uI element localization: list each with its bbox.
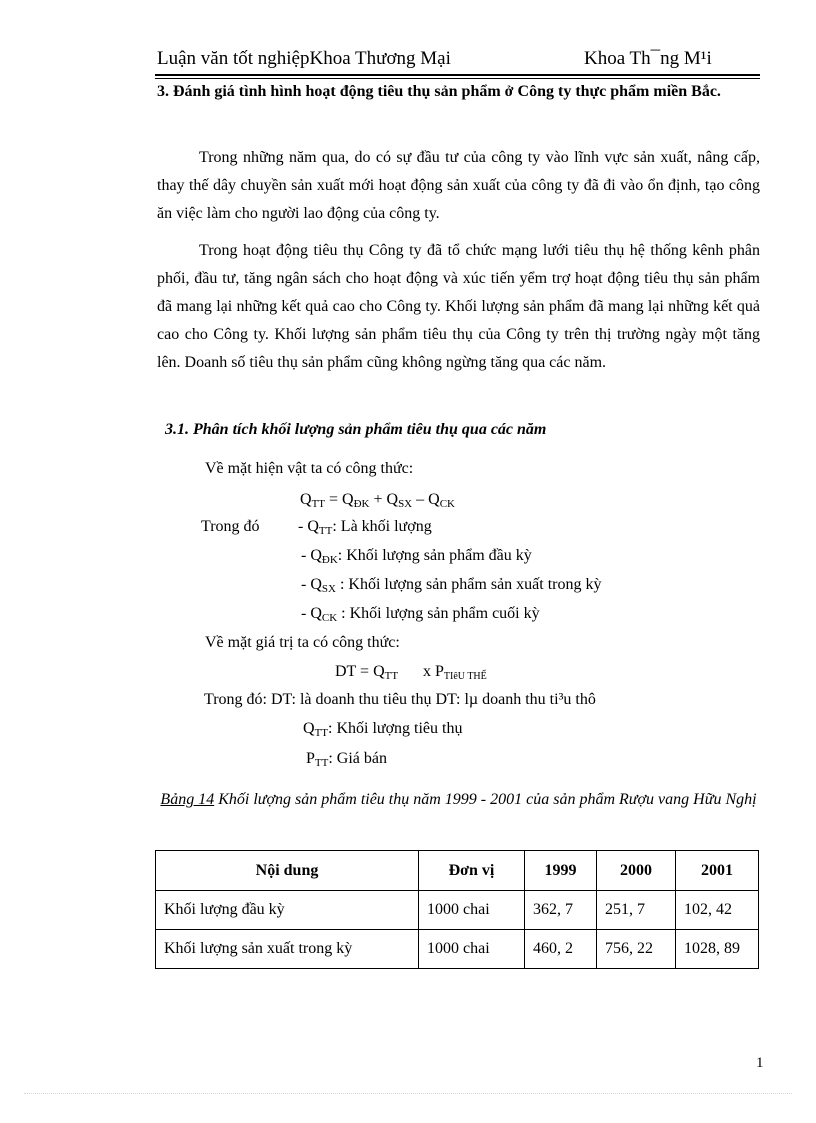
table-header-cell: 1999	[525, 851, 597, 891]
formula2-price	[423, 663, 487, 681]
item-prefix: - Q	[301, 576, 322, 593]
q-text: : Khối lượng tiêu thụ	[328, 720, 463, 737]
formula-sub-tt: TT	[311, 498, 326, 510]
table-caption	[157, 786, 760, 814]
formula2-p-def	[306, 750, 387, 768]
formula-minus: – Q	[412, 491, 440, 508]
item-sub: CK	[321, 612, 338, 624]
table-cell: 251, 7	[597, 891, 676, 930]
section-heading: 3. Đánh giá tình hình hoạt động tiêu thụ sản phẩm ở Công ty thực phẩm miền Bắc.	[157, 83, 721, 100]
formula2-sub-tt: TT	[384, 670, 399, 682]
page-number: 1	[756, 1055, 764, 1071]
item-text: : Khối lượng sản phẩm sản xuất trong kỳ	[335, 576, 602, 593]
formula-q: Q	[300, 491, 312, 508]
formula2-sub-p: TIêU THỂ	[443, 671, 487, 682]
header-right: Khoa Th¯ng M¹i	[584, 48, 712, 69]
formula1-item-dk	[301, 547, 532, 565]
formula-sub-ck: CK	[439, 498, 455, 510]
item-sub: ĐK	[321, 554, 338, 566]
table-cell: 460, 2	[525, 930, 597, 969]
formula1-where-label: Trong đó	[201, 518, 260, 535]
table-header-cell: Đơn vị	[419, 851, 525, 891]
caption-label: Bảng 14	[160, 791, 215, 808]
table-row	[156, 891, 759, 930]
table-header-cell: 2001	[676, 851, 759, 891]
formula1-item-sx	[301, 576, 602, 594]
formula-sub-sx: SX	[398, 498, 413, 510]
page-header	[157, 48, 760, 74]
q-label: Q	[303, 720, 315, 737]
formula-sub-dk: ĐK	[353, 498, 370, 510]
item-sub: TT	[318, 525, 333, 537]
table-cell: Khối lượng sản xuất trong kỳ	[156, 930, 419, 969]
item-prefix: - Q	[298, 518, 319, 535]
formula2-dt: DT = Q	[335, 663, 385, 680]
paragraph-1: Trong những năm qua, do có sự đầu tư của công ty vào lĩnh vực sản xuất, nâng cấp, thay thế dây chuyền sản xuất mới hoạt động sản xuất của công ty đã đi vào ổn định, tạo công ăn việc làm cho người lao động của công ty.	[157, 149, 760, 222]
formula1-item-ck	[301, 605, 540, 623]
p-sub: TT	[314, 757, 329, 769]
table-header-cell: 2000	[597, 851, 676, 891]
table-cell: 362, 7	[525, 891, 597, 930]
p-label: P	[306, 750, 315, 767]
q-sub: TT	[314, 727, 329, 739]
table-cell: 1000 chai	[419, 891, 525, 930]
p-text: : Giá bán	[328, 750, 388, 767]
paragraph-2: Trong hoạt động tiêu thụ Công ty đã tổ chức mạng lưới tiêu thụ hệ thống kênh phân phối, đầu tư, tăng ngân sách cho hoạt động và xúc tiến yểm trợ hoạt động tiêu thụ sản phẩm đã mang lại những kết quả cao cho Công ty. Khối lượng sản phẩm đã mang lại những kết quả cao cho Công ty. Khối lượng sản phẩm tiêu thụ của Công ty trên thị trường ngày một tăng lên. Doanh số tiêu thụ sản phẩm cũng không ngừng tăng qua các năm.	[157, 242, 760, 371]
page-bottom-divider	[24, 1093, 792, 1094]
table-cell: 102, 42	[676, 891, 759, 930]
table-cell: 1028, 89	[676, 930, 759, 969]
formula2-times: x P	[423, 663, 444, 680]
item-text: : Khối lượng sản phẩm cuối kỳ	[337, 605, 540, 622]
item-sub: SX	[321, 583, 336, 595]
table-row	[156, 930, 759, 969]
item-prefix: - Q	[301, 605, 322, 622]
table-cell: Khối lượng đầu kỳ	[156, 891, 419, 930]
table-cell: 1000 chai	[419, 930, 525, 969]
formula1-intro: Về mặt hiện vật ta có công thức:	[205, 460, 414, 477]
formula2-intro: Về mặt giá trị ta có công thức:	[205, 634, 400, 651]
formula2-q-def	[303, 720, 462, 738]
formula-plus: + Q	[369, 491, 399, 508]
caption-text: Khối lượng sản phẩm tiêu thụ năm 1999 - 2001 của sản phẩm Rượu vang Hữu Nghị	[214, 791, 757, 808]
formula1-item-tt	[298, 518, 432, 536]
item-prefix: - Q	[301, 547, 322, 564]
item-text: : Là khối lượng	[332, 518, 432, 535]
data-table	[155, 850, 759, 969]
item-text: : Khối lượng sản phẩm đầu kỳ	[337, 547, 532, 564]
table-cell: 756, 22	[597, 930, 676, 969]
formula-eq: = Q	[325, 491, 354, 508]
header-left: Luận văn tốt nghiệpKhoa Thương Mại	[157, 48, 451, 69]
table-header-row	[156, 851, 759, 891]
table-header-cell: Nội dung	[156, 851, 419, 891]
header-rule-thick	[155, 74, 760, 76]
formula2-equation	[335, 663, 398, 681]
subsection-heading: 3.1. Phân tích khối lượng sản phẩm tiêu thụ qua các năm	[165, 421, 547, 438]
formula2-where: Trong đó: DT: là doanh thu tiêu thụ DT: lµ doanh thu ti³u thô	[204, 691, 596, 708]
formula1-equation	[300, 491, 455, 509]
